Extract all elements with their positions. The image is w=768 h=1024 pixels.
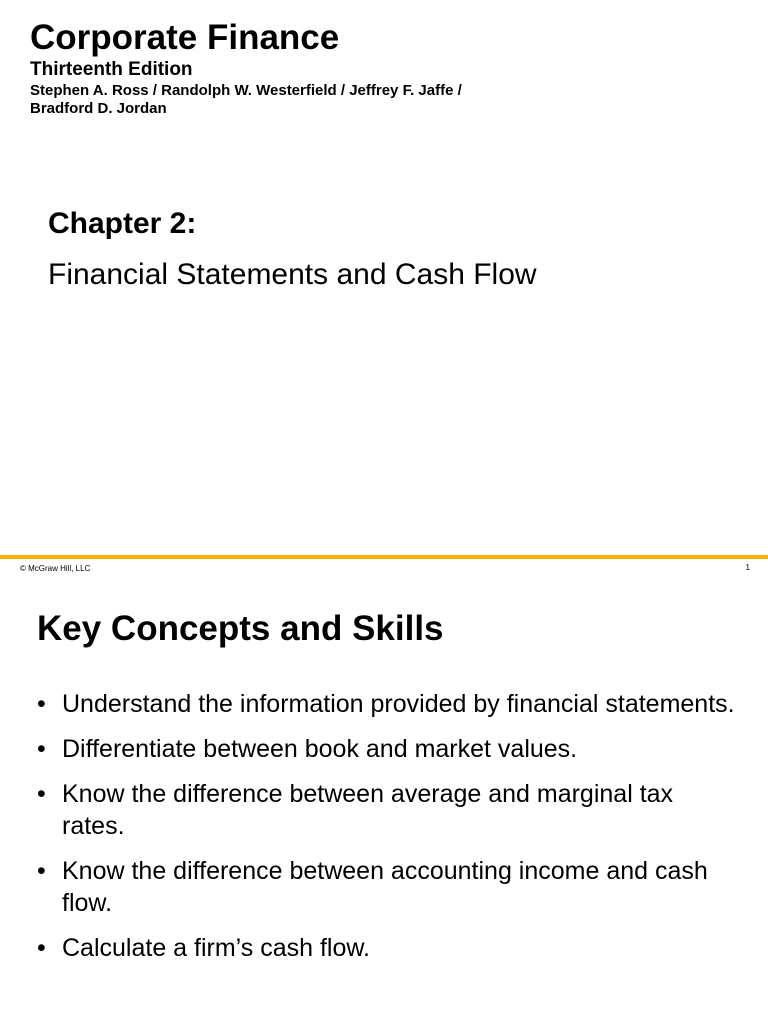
list-item	[37, 733, 737, 765]
bullet-icon: •	[37, 934, 46, 962]
chapter-title: Financial Statements and Cash Flow	[48, 258, 537, 291]
slide-number: 1	[745, 563, 750, 572]
authors-line-2: Bradford D. Jordan	[30, 100, 167, 117]
bullet-text: Know the difference between average and marginal tax rates.	[62, 780, 674, 840]
list-item	[37, 855, 737, 919]
accent-divider-rule	[0, 555, 768, 559]
bullet-icon: •	[37, 780, 46, 808]
chapter-label: Chapter 2:	[48, 207, 197, 240]
bullet-icon: •	[37, 690, 46, 718]
bullet-text: Differentiate between book and market values.	[62, 735, 578, 763]
bullet-text: Know the difference between accounting income and cash flow.	[62, 857, 708, 917]
bullet-icon: •	[37, 857, 46, 885]
bullet-text: Calculate a firm’s cash flow.	[62, 934, 370, 962]
book-title: Corporate Finance	[30, 18, 340, 57]
authors-line-1: Stephen A. Ross / Randolph W. Westerfield / Jeffrey F. Jaffe /	[30, 82, 462, 99]
copyright-notice: © McGraw Hill, LLC	[20, 564, 91, 573]
slide-title: Key Concepts and Skills	[37, 609, 444, 648]
list-item	[37, 932, 737, 964]
edition-label: Thirteenth Edition	[30, 59, 193, 80]
list-item	[37, 688, 737, 720]
list-item	[37, 778, 737, 842]
bullet-icon: •	[37, 735, 46, 763]
bullet-text: Understand the information provided by financial statements.	[62, 690, 735, 718]
bullet-list	[37, 688, 737, 977]
authors	[30, 82, 550, 118]
